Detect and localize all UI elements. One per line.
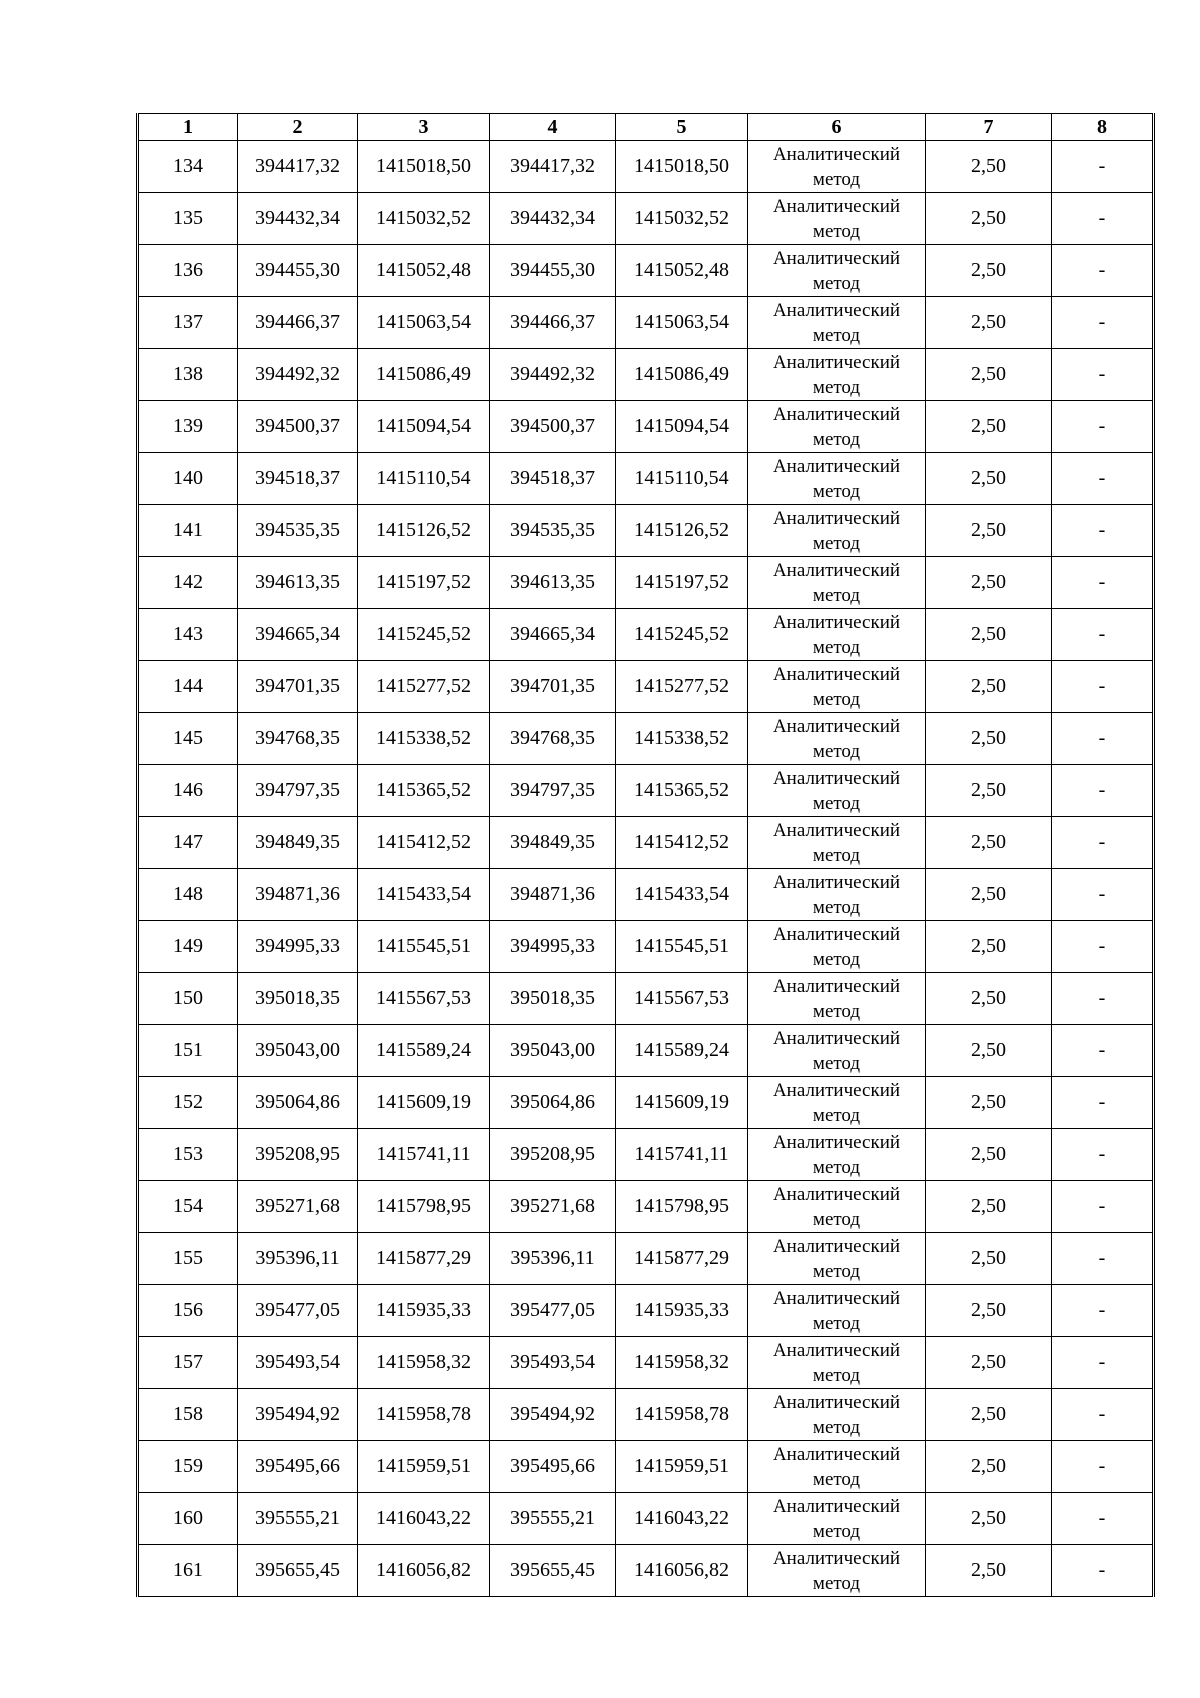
accuracy-cell: 2,50 <box>926 765 1052 817</box>
y-coordinate-cell: 1415412,52 <box>358 817 490 869</box>
table-row <box>138 1129 1154 1181</box>
table-row <box>138 1025 1154 1077</box>
point-number-cell: 149 <box>138 921 238 973</box>
point-number-cell: 136 <box>138 245 238 297</box>
y-coordinate-cell: 1415609,19 <box>358 1077 490 1129</box>
determination-method-cell: Аналитический метод <box>748 193 926 245</box>
note-cell: - <box>1052 869 1154 921</box>
note-cell: - <box>1052 245 1154 297</box>
x-coordinate-2-cell: 394849,35 <box>490 817 616 869</box>
determination-method-cell: Аналитический метод <box>748 1129 926 1181</box>
accuracy-cell: 2,50 <box>926 401 1052 453</box>
point-number-cell: 152 <box>138 1077 238 1129</box>
y-coordinate-cell: 1415094,54 <box>358 401 490 453</box>
header-row <box>138 114 1154 141</box>
header-cell-5: 5 <box>616 114 748 141</box>
x-coordinate-2-cell: 395018,35 <box>490 973 616 1025</box>
x-coordinate-cell: 395271,68 <box>238 1181 358 1233</box>
accuracy-cell: 2,50 <box>926 1441 1052 1493</box>
y-coordinate-cell: 1415197,52 <box>358 557 490 609</box>
y-coordinate-2-cell: 1415958,32 <box>616 1337 748 1389</box>
accuracy-cell: 2,50 <box>926 973 1052 1025</box>
point-number-cell: 134 <box>138 141 238 193</box>
note-cell: - <box>1052 193 1154 245</box>
note-cell: - <box>1052 921 1154 973</box>
table-body <box>138 141 1154 1597</box>
x-coordinate-cell: 395396,11 <box>238 1233 358 1285</box>
note-cell: - <box>1052 401 1154 453</box>
y-coordinate-cell: 1415338,52 <box>358 713 490 765</box>
y-coordinate-cell: 1415086,49 <box>358 349 490 401</box>
note-cell: - <box>1052 1025 1154 1077</box>
header-cell-8: 8 <box>1052 114 1154 141</box>
y-coordinate-cell: 1415958,78 <box>358 1389 490 1441</box>
accuracy-cell: 2,50 <box>926 1389 1052 1441</box>
determination-method-cell: Аналитический метод <box>748 245 926 297</box>
y-coordinate-2-cell: 1415877,29 <box>616 1233 748 1285</box>
determination-method-cell: Аналитический метод <box>748 1337 926 1389</box>
point-number-cell: 139 <box>138 401 238 453</box>
point-number-cell: 141 <box>138 505 238 557</box>
accuracy-cell: 2,50 <box>926 609 1052 661</box>
accuracy-cell: 2,50 <box>926 245 1052 297</box>
x-coordinate-cell: 394518,37 <box>238 453 358 505</box>
y-coordinate-cell: 1415245,52 <box>358 609 490 661</box>
note-cell: - <box>1052 505 1154 557</box>
x-coordinate-2-cell: 394500,37 <box>490 401 616 453</box>
note-cell: - <box>1052 141 1154 193</box>
header-cell-7: 7 <box>926 114 1052 141</box>
point-number-cell: 158 <box>138 1389 238 1441</box>
table-row <box>138 817 1154 869</box>
point-number-cell: 138 <box>138 349 238 401</box>
point-number-cell: 142 <box>138 557 238 609</box>
y-coordinate-2-cell: 1415935,33 <box>616 1285 748 1337</box>
y-coordinate-2-cell: 1415365,52 <box>616 765 748 817</box>
determination-method-cell: Аналитический метод <box>748 401 926 453</box>
y-coordinate-2-cell: 1415245,52 <box>616 609 748 661</box>
accuracy-cell: 2,50 <box>926 1233 1052 1285</box>
point-number-cell: 137 <box>138 297 238 349</box>
y-coordinate-2-cell: 1416043,22 <box>616 1493 748 1545</box>
point-number-cell: 159 <box>138 1441 238 1493</box>
table-row <box>138 1285 1154 1337</box>
note-cell: - <box>1052 765 1154 817</box>
y-coordinate-cell: 1415277,52 <box>358 661 490 713</box>
determination-method-cell: Аналитический метод <box>748 1545 926 1597</box>
y-coordinate-cell: 1416056,82 <box>358 1545 490 1597</box>
note-cell: - <box>1052 1545 1154 1597</box>
table-row <box>138 973 1154 1025</box>
x-coordinate-cell: 394535,35 <box>238 505 358 557</box>
point-number-cell: 155 <box>138 1233 238 1285</box>
note-cell: - <box>1052 1493 1154 1545</box>
table-row <box>138 557 1154 609</box>
table-row <box>138 1077 1154 1129</box>
y-coordinate-cell: 1415365,52 <box>358 765 490 817</box>
y-coordinate-cell: 1415052,48 <box>358 245 490 297</box>
x-coordinate-2-cell: 394871,36 <box>490 869 616 921</box>
x-coordinate-cell: 394432,34 <box>238 193 358 245</box>
accuracy-cell: 2,50 <box>926 921 1052 973</box>
y-coordinate-cell: 1415959,51 <box>358 1441 490 1493</box>
x-coordinate-cell: 394871,36 <box>238 869 358 921</box>
point-number-cell: 160 <box>138 1493 238 1545</box>
x-coordinate-cell: 394455,30 <box>238 245 358 297</box>
y-coordinate-2-cell: 1415086,49 <box>616 349 748 401</box>
accuracy-cell: 2,50 <box>926 1025 1052 1077</box>
x-coordinate-cell: 394500,37 <box>238 401 358 453</box>
x-coordinate-2-cell: 394518,37 <box>490 453 616 505</box>
point-number-cell: 150 <box>138 973 238 1025</box>
y-coordinate-2-cell: 1415412,52 <box>616 817 748 869</box>
x-coordinate-2-cell: 394768,35 <box>490 713 616 765</box>
determination-method-cell: Аналитический метод <box>748 1441 926 1493</box>
table-row <box>138 297 1154 349</box>
point-number-cell: 144 <box>138 661 238 713</box>
x-coordinate-2-cell: 394665,34 <box>490 609 616 661</box>
x-coordinate-2-cell: 395555,21 <box>490 1493 616 1545</box>
x-coordinate-2-cell: 394432,34 <box>490 193 616 245</box>
x-coordinate-cell: 394417,32 <box>238 141 358 193</box>
y-coordinate-2-cell: 1415741,11 <box>616 1129 748 1181</box>
y-coordinate-cell: 1415110,54 <box>358 453 490 505</box>
accuracy-cell: 2,50 <box>926 1129 1052 1181</box>
x-coordinate-2-cell: 395494,92 <box>490 1389 616 1441</box>
table-row <box>138 349 1154 401</box>
determination-method-cell: Аналитический метод <box>748 1233 926 1285</box>
y-coordinate-2-cell: 1415958,78 <box>616 1389 748 1441</box>
table-row <box>138 1181 1154 1233</box>
y-coordinate-2-cell: 1415018,50 <box>616 141 748 193</box>
accuracy-cell: 2,50 <box>926 817 1052 869</box>
table-row <box>138 453 1154 505</box>
y-coordinate-2-cell: 1415798,95 <box>616 1181 748 1233</box>
table-row <box>138 1545 1154 1597</box>
determination-method-cell: Аналитический метод <box>748 1025 926 1077</box>
table-row <box>138 141 1154 193</box>
accuracy-cell: 2,50 <box>926 1285 1052 1337</box>
note-cell: - <box>1052 1389 1154 1441</box>
accuracy-cell: 2,50 <box>926 297 1052 349</box>
x-coordinate-cell: 395493,54 <box>238 1337 358 1389</box>
accuracy-cell: 2,50 <box>926 1077 1052 1129</box>
accuracy-cell: 2,50 <box>926 349 1052 401</box>
point-number-cell: 156 <box>138 1285 238 1337</box>
coordinates-table <box>136 113 1155 1597</box>
note-cell: - <box>1052 1337 1154 1389</box>
determination-method-cell: Аналитический метод <box>748 921 926 973</box>
note-cell: - <box>1052 1233 1154 1285</box>
x-coordinate-cell: 395043,00 <box>238 1025 358 1077</box>
determination-method-cell: Аналитический метод <box>748 973 926 1025</box>
point-number-cell: 145 <box>138 713 238 765</box>
x-coordinate-2-cell: 395477,05 <box>490 1285 616 1337</box>
note-cell: - <box>1052 297 1154 349</box>
note-cell: - <box>1052 713 1154 765</box>
y-coordinate-2-cell: 1415609,19 <box>616 1077 748 1129</box>
table-row <box>138 1233 1154 1285</box>
y-coordinate-cell: 1415018,50 <box>358 141 490 193</box>
determination-method-cell: Аналитический метод <box>748 765 926 817</box>
x-coordinate-2-cell: 395493,54 <box>490 1337 616 1389</box>
header-cell-3: 3 <box>358 114 490 141</box>
note-cell: - <box>1052 1129 1154 1181</box>
note-cell: - <box>1052 609 1154 661</box>
x-coordinate-cell: 395555,21 <box>238 1493 358 1545</box>
point-number-cell: 153 <box>138 1129 238 1181</box>
x-coordinate-2-cell: 395396,11 <box>490 1233 616 1285</box>
determination-method-cell: Аналитический метод <box>748 349 926 401</box>
determination-method-cell: Аналитический метод <box>748 297 926 349</box>
point-number-cell: 143 <box>138 609 238 661</box>
note-cell: - <box>1052 973 1154 1025</box>
determination-method-cell: Аналитический метод <box>748 1493 926 1545</box>
y-coordinate-2-cell: 1415032,52 <box>616 193 748 245</box>
x-coordinate-2-cell: 395208,95 <box>490 1129 616 1181</box>
y-coordinate-2-cell: 1415094,54 <box>616 401 748 453</box>
x-coordinate-2-cell: 394995,33 <box>490 921 616 973</box>
accuracy-cell: 2,50 <box>926 661 1052 713</box>
x-coordinate-2-cell: 395655,45 <box>490 1545 616 1597</box>
y-coordinate-cell: 1415741,11 <box>358 1129 490 1181</box>
y-coordinate-2-cell: 1415567,53 <box>616 973 748 1025</box>
point-number-cell: 157 <box>138 1337 238 1389</box>
table-row <box>138 869 1154 921</box>
determination-method-cell: Аналитический метод <box>748 141 926 193</box>
table-row <box>138 609 1154 661</box>
y-coordinate-2-cell: 1415433,54 <box>616 869 748 921</box>
x-coordinate-2-cell: 394492,32 <box>490 349 616 401</box>
header-cell-4: 4 <box>490 114 616 141</box>
table-row <box>138 661 1154 713</box>
x-coordinate-2-cell: 394535,35 <box>490 505 616 557</box>
y-coordinate-cell: 1415958,32 <box>358 1337 490 1389</box>
y-coordinate-2-cell: 1415545,51 <box>616 921 748 973</box>
y-coordinate-2-cell: 1415197,52 <box>616 557 748 609</box>
y-coordinate-cell: 1415935,33 <box>358 1285 490 1337</box>
determination-method-cell: Аналитический метод <box>748 1389 926 1441</box>
x-coordinate-cell: 395208,95 <box>238 1129 358 1181</box>
note-cell: - <box>1052 1181 1154 1233</box>
x-coordinate-cell: 394466,37 <box>238 297 358 349</box>
x-coordinate-cell: 395495,66 <box>238 1441 358 1493</box>
y-coordinate-cell: 1415877,29 <box>358 1233 490 1285</box>
note-cell: - <box>1052 349 1154 401</box>
accuracy-cell: 2,50 <box>926 1545 1052 1597</box>
table-row <box>138 1493 1154 1545</box>
y-coordinate-2-cell: 1415277,52 <box>616 661 748 713</box>
x-coordinate-cell: 394492,32 <box>238 349 358 401</box>
accuracy-cell: 2,50 <box>926 1181 1052 1233</box>
x-coordinate-2-cell: 394613,35 <box>490 557 616 609</box>
x-coordinate-cell: 394849,35 <box>238 817 358 869</box>
y-coordinate-cell: 1415567,53 <box>358 973 490 1025</box>
determination-method-cell: Аналитический метод <box>748 1077 926 1129</box>
y-coordinate-cell: 1415433,54 <box>358 869 490 921</box>
x-coordinate-cell: 394613,35 <box>238 557 358 609</box>
note-cell: - <box>1052 661 1154 713</box>
determination-method-cell: Аналитический метод <box>748 557 926 609</box>
note-cell: - <box>1052 557 1154 609</box>
point-number-cell: 161 <box>138 1545 238 1597</box>
table-row <box>138 713 1154 765</box>
determination-method-cell: Аналитический метод <box>748 869 926 921</box>
table-row <box>138 245 1154 297</box>
table-row <box>138 401 1154 453</box>
x-coordinate-cell: 394797,35 <box>238 765 358 817</box>
x-coordinate-2-cell: 394797,35 <box>490 765 616 817</box>
header-cell-2: 2 <box>238 114 358 141</box>
x-coordinate-cell: 395477,05 <box>238 1285 358 1337</box>
accuracy-cell: 2,50 <box>926 1337 1052 1389</box>
y-coordinate-2-cell: 1415126,52 <box>616 505 748 557</box>
x-coordinate-cell: 395494,92 <box>238 1389 358 1441</box>
y-coordinate-2-cell: 1415052,48 <box>616 245 748 297</box>
x-coordinate-2-cell: 394417,32 <box>490 141 616 193</box>
table-row <box>138 765 1154 817</box>
determination-method-cell: Аналитический метод <box>748 609 926 661</box>
accuracy-cell: 2,50 <box>926 141 1052 193</box>
table-row <box>138 1389 1154 1441</box>
point-number-cell: 146 <box>138 765 238 817</box>
accuracy-cell: 2,50 <box>926 453 1052 505</box>
y-coordinate-2-cell: 1415063,54 <box>616 297 748 349</box>
table-header <box>138 114 1154 141</box>
accuracy-cell: 2,50 <box>926 505 1052 557</box>
y-coordinate-cell: 1415063,54 <box>358 297 490 349</box>
x-coordinate-2-cell: 394455,30 <box>490 245 616 297</box>
determination-method-cell: Аналитический метод <box>748 505 926 557</box>
determination-method-cell: Аналитический метод <box>748 1285 926 1337</box>
header-cell-6: 6 <box>748 114 926 141</box>
note-cell: - <box>1052 1441 1154 1493</box>
accuracy-cell: 2,50 <box>926 1493 1052 1545</box>
table-row <box>138 505 1154 557</box>
point-number-cell: 135 <box>138 193 238 245</box>
point-number-cell: 151 <box>138 1025 238 1077</box>
y-coordinate-cell: 1415545,51 <box>358 921 490 973</box>
x-coordinate-cell: 395018,35 <box>238 973 358 1025</box>
x-coordinate-cell: 395655,45 <box>238 1545 358 1597</box>
determination-method-cell: Аналитический метод <box>748 1181 926 1233</box>
x-coordinate-2-cell: 395495,66 <box>490 1441 616 1493</box>
x-coordinate-cell: 395064,86 <box>238 1077 358 1129</box>
determination-method-cell: Аналитический метод <box>748 661 926 713</box>
point-number-cell: 154 <box>138 1181 238 1233</box>
y-coordinate-2-cell: 1415959,51 <box>616 1441 748 1493</box>
point-number-cell: 148 <box>138 869 238 921</box>
header-cell-1: 1 <box>138 114 238 141</box>
note-cell: - <box>1052 453 1154 505</box>
x-coordinate-cell: 394768,35 <box>238 713 358 765</box>
x-coordinate-cell: 394701,35 <box>238 661 358 713</box>
x-coordinate-2-cell: 395043,00 <box>490 1025 616 1077</box>
x-coordinate-2-cell: 394701,35 <box>490 661 616 713</box>
note-cell: - <box>1052 1285 1154 1337</box>
note-cell: - <box>1052 1077 1154 1129</box>
y-coordinate-2-cell: 1415338,52 <box>616 713 748 765</box>
y-coordinate-cell: 1415126,52 <box>358 505 490 557</box>
y-coordinate-cell: 1415589,24 <box>358 1025 490 1077</box>
y-coordinate-2-cell: 1415589,24 <box>616 1025 748 1077</box>
determination-method-cell: Аналитический метод <box>748 713 926 765</box>
y-coordinate-cell: 1415798,95 <box>358 1181 490 1233</box>
table-row <box>138 193 1154 245</box>
table-row <box>138 1337 1154 1389</box>
table-row <box>138 1441 1154 1493</box>
point-number-cell: 140 <box>138 453 238 505</box>
x-coordinate-2-cell: 394466,37 <box>490 297 616 349</box>
x-coordinate-cell: 394665,34 <box>238 609 358 661</box>
x-coordinate-cell: 394995,33 <box>238 921 358 973</box>
point-number-cell: 147 <box>138 817 238 869</box>
accuracy-cell: 2,50 <box>926 713 1052 765</box>
determination-method-cell: Аналитический метод <box>748 453 926 505</box>
x-coordinate-2-cell: 395064,86 <box>490 1077 616 1129</box>
accuracy-cell: 2,50 <box>926 193 1052 245</box>
accuracy-cell: 2,50 <box>926 869 1052 921</box>
table-row <box>138 921 1154 973</box>
y-coordinate-2-cell: 1416056,82 <box>616 1545 748 1597</box>
x-coordinate-2-cell: 395271,68 <box>490 1181 616 1233</box>
y-coordinate-2-cell: 1415110,54 <box>616 453 748 505</box>
note-cell: - <box>1052 817 1154 869</box>
y-coordinate-cell: 1415032,52 <box>358 193 490 245</box>
y-coordinate-cell: 1416043,22 <box>358 1493 490 1545</box>
determination-method-cell: Аналитический метод <box>748 817 926 869</box>
accuracy-cell: 2,50 <box>926 557 1052 609</box>
